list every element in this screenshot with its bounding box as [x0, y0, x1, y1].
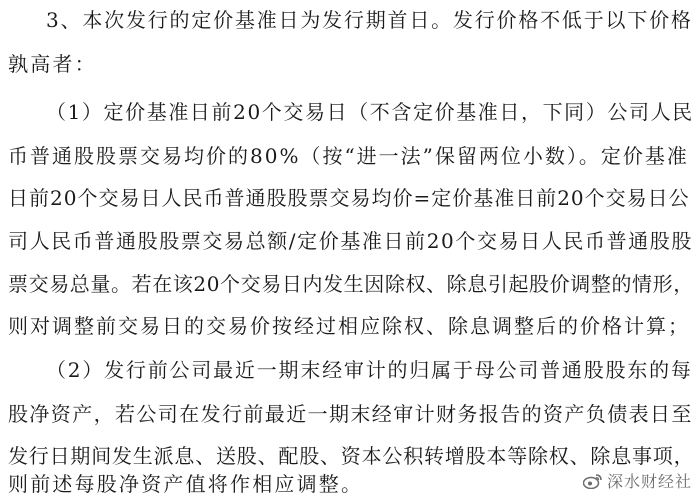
text-line-12: 则前述每股净资产值将作相应调整。 [8, 472, 364, 496]
text-line-1: 3、本次发行的定价基准日为发行期首日。发行价格不低于以下价格 [46, 8, 693, 32]
text-line-6: 司人民币普通股股票交易总额/定价基准日前20个交易日人民币普通股股 [8, 229, 693, 253]
text-line-5: 日前20个交易日人民币普通股股票交易均价=定价基准日前20个交易日公 [8, 186, 690, 210]
text-line-7: 票交易总量。若在该20个交易日内发生因除权、除息引起股价调整的情形， [8, 272, 694, 296]
text-line-10: 股净资产，若公司在发行前最近一期末经审计财务报告的资产负债表日至 [8, 402, 693, 426]
text-line-8: 则对调整前交易日的交易价按经过相应除权、除息调整后的价格计算； [8, 314, 690, 338]
watermark [583, 469, 692, 492]
text-line-9: （2）发行前公司最近一期末经审计的归属于母公司普通股股东的每 [46, 358, 693, 382]
watermark-text: 深水财经社 [606, 472, 692, 491]
text-line-11: 发行日期间发生派息、送股、配股、资本公积转增股本等除权、除息事项， [8, 444, 695, 468]
text-line-4: 币普通股股票交易均价的80%（按“进一法”保留两位小数）。定价基准 [8, 144, 689, 168]
text-line-2: 孰高者： [8, 52, 97, 76]
text-line-3: （1）定价基准日前20个交易日（不含定价基准日，下同）公司人民 [46, 100, 694, 124]
weibo-icon [583, 473, 603, 489]
